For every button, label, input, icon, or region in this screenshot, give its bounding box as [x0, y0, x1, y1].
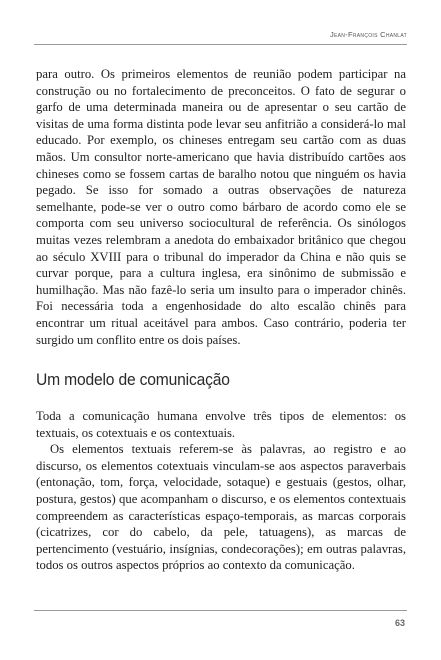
- running-header: Jean-François Chanlat: [329, 30, 407, 39]
- footer-divider: [34, 610, 407, 611]
- header-divider: [34, 44, 407, 45]
- paragraph-continuation: para outro. Os primeiros elementos de reunião podem participar na construção ou no fortalecimento de preconceitos. O fato de segurar o garfo de uma determinada maneira ou de apresentar o seu cartão de visitas de uma forma distinta pode levar seu anfitrião a considerá-lo mal educado. Por exemplo, os chineses entregam seu cartão com as duas mãos. Um consultor norte-americano que havia distribuído cartões aos chineses como se fossem cartas de baralho notou que ninguém os havia pegado. Se isso for somado a outras observações de natureza semelhante, pode-se ver o outro como bárbaro de acordo como ele se comporta com seu universo sociocultural de referência. Os sinólogos muitas vezes relembram a anedota do embaixador britânico que chegou ao século XVIII para o tribunal do imperador da China e não quis se curvar porque, para a cultura inglesa, era sinônimo de submissão e humilhação. Mas não fazê-lo seria um insulto para o imperador chinês. Foi necessária toda a engenhosidade do alto escalão chinês para encontrar um ritual aceitável para ambos. Caso contrário, poderia ter surgido um conflito entre os dois países.: [36, 67, 406, 347]
- page-number: 63: [394, 618, 405, 628]
- paragraph-elements: Os elementos textuais referem-se às palavras, ao registro e ao discurso, os elementos cotextuais vinculam-se aos aspectos paraverbais (entonação, tom, força, velocidade, sotaque) e gestuais (gestos, olhar, postura, gestos) que acompanham o discurso, e os elementos contextuais compreendem as características espaço-temporais, as marcas corporais (cicatrizes, cor do cabelo, da pele, tatuagens), as marcas de pertencimento (vestuário, insígnias, condecorações); em outras palavras, todos os outros aspectos próprios ao contexto da comunicação.: [36, 442, 406, 573]
- page-body: [36, 66, 406, 574]
- section-title: Um modelo de comunicação: [36, 370, 230, 390]
- paragraph-intro: Toda a comunicação humana envolve três tipos de elementos: os textuais, os cotextuais e os contextuais.: [36, 409, 406, 440]
